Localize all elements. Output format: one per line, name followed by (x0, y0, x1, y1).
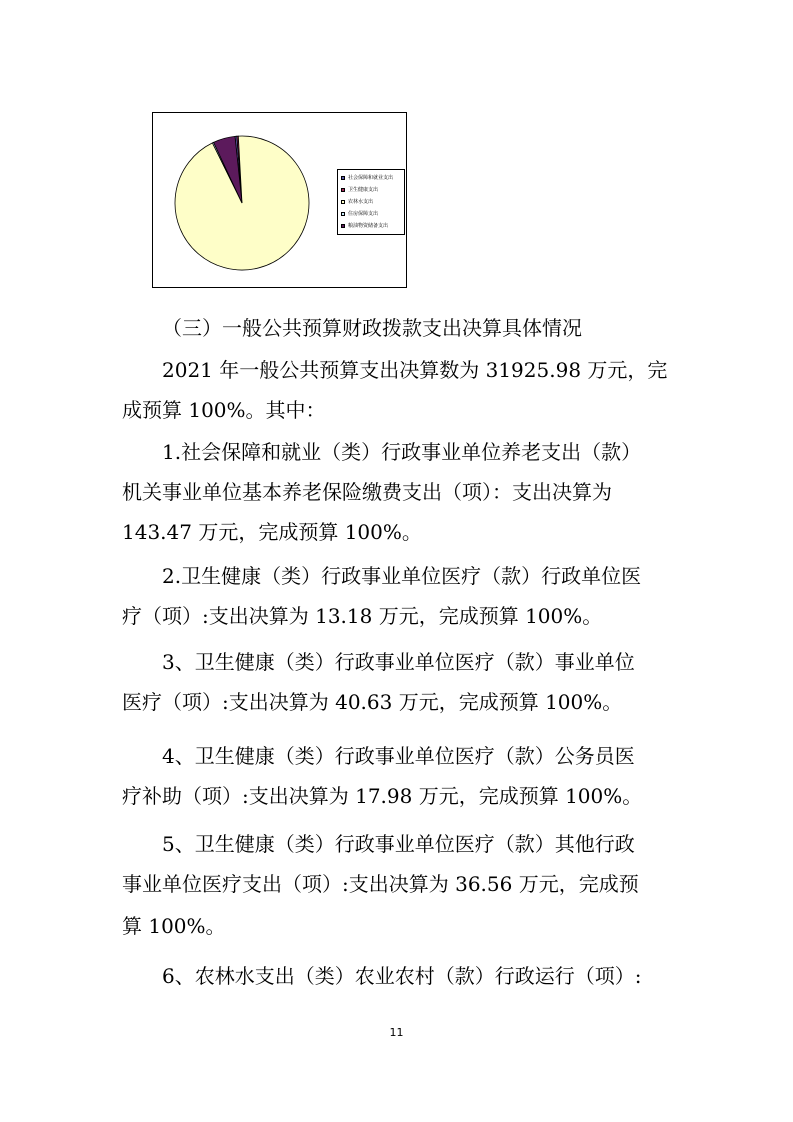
legend-label: 社会保障和就业支出 (348, 175, 394, 181)
legend-swatch (341, 212, 345, 216)
legend-item (341, 211, 378, 217)
page-number: 11 (389, 1026, 404, 1039)
legend-swatch (341, 224, 345, 228)
paragraph-line: 143.47 万元，完成预算 100%。 (122, 520, 422, 544)
paragraph-line: 5、卫生健康（类）行政事业单位医疗（款）其他行政 (162, 832, 635, 856)
legend-item (341, 187, 378, 193)
paragraph-line: 医疗（项）:支出决算为 40.63 万元，完成预算 100%。 (122, 690, 623, 714)
legend-swatch (341, 188, 345, 192)
paragraph-line: 事业单位医疗支出（项）:支出决算为 36.56 万元，完成预 (122, 872, 639, 896)
legend-label: 粮油物资储备支出 (348, 223, 389, 229)
legend-swatch (341, 176, 345, 180)
paragraph-line: 6、农林水支出（类）农业农村（款）行政运行（项）: (162, 964, 642, 988)
paragraph-line: 1.社会保障和就业（类）行政事业单位养老支出（款） (162, 440, 642, 464)
paragraph-line: 4、卫生健康（类）行政事业单位医疗（款）公务员医 (162, 744, 635, 768)
paragraph-line: 疗补助（项）:支出决算为 17.98 万元，完成预算 100%。 (122, 784, 643, 808)
section-heading: （三）一般公共预算财政拨款支出决算具体情况 (162, 316, 582, 340)
legend-swatch (341, 200, 345, 204)
legend-label: 住房保障支出 (348, 211, 379, 217)
pie-chart (152, 112, 407, 288)
legend-label: 卫生健康支出 (348, 187, 379, 193)
paragraph-line: 2021 年一般公共预算支出决算数为 31925.98 万元，完 (162, 358, 668, 382)
legend-item (341, 223, 388, 229)
paragraph-line: 成预算 100%。其中： (122, 398, 326, 422)
paragraph-line: 疗（项）:支出决算为 13.18 万元，完成预算 100%。 (122, 604, 603, 628)
paragraph-line: 2.卫生健康（类）行政事业单位医疗（款）行政单位医 (162, 564, 642, 588)
paragraph-line: 机关事业单位基本养老保险缴费支出（项）：支出决算为 (122, 480, 612, 504)
legend-label: 农林水支出 (348, 199, 374, 205)
paragraph-line: 算 100%。 (122, 914, 226, 938)
chart-legend (337, 169, 405, 235)
legend-item (341, 175, 393, 181)
legend-item (341, 199, 373, 205)
paragraph-line: 3、卫生健康（类）行政事业单位医疗（款）事业单位 (162, 650, 635, 674)
